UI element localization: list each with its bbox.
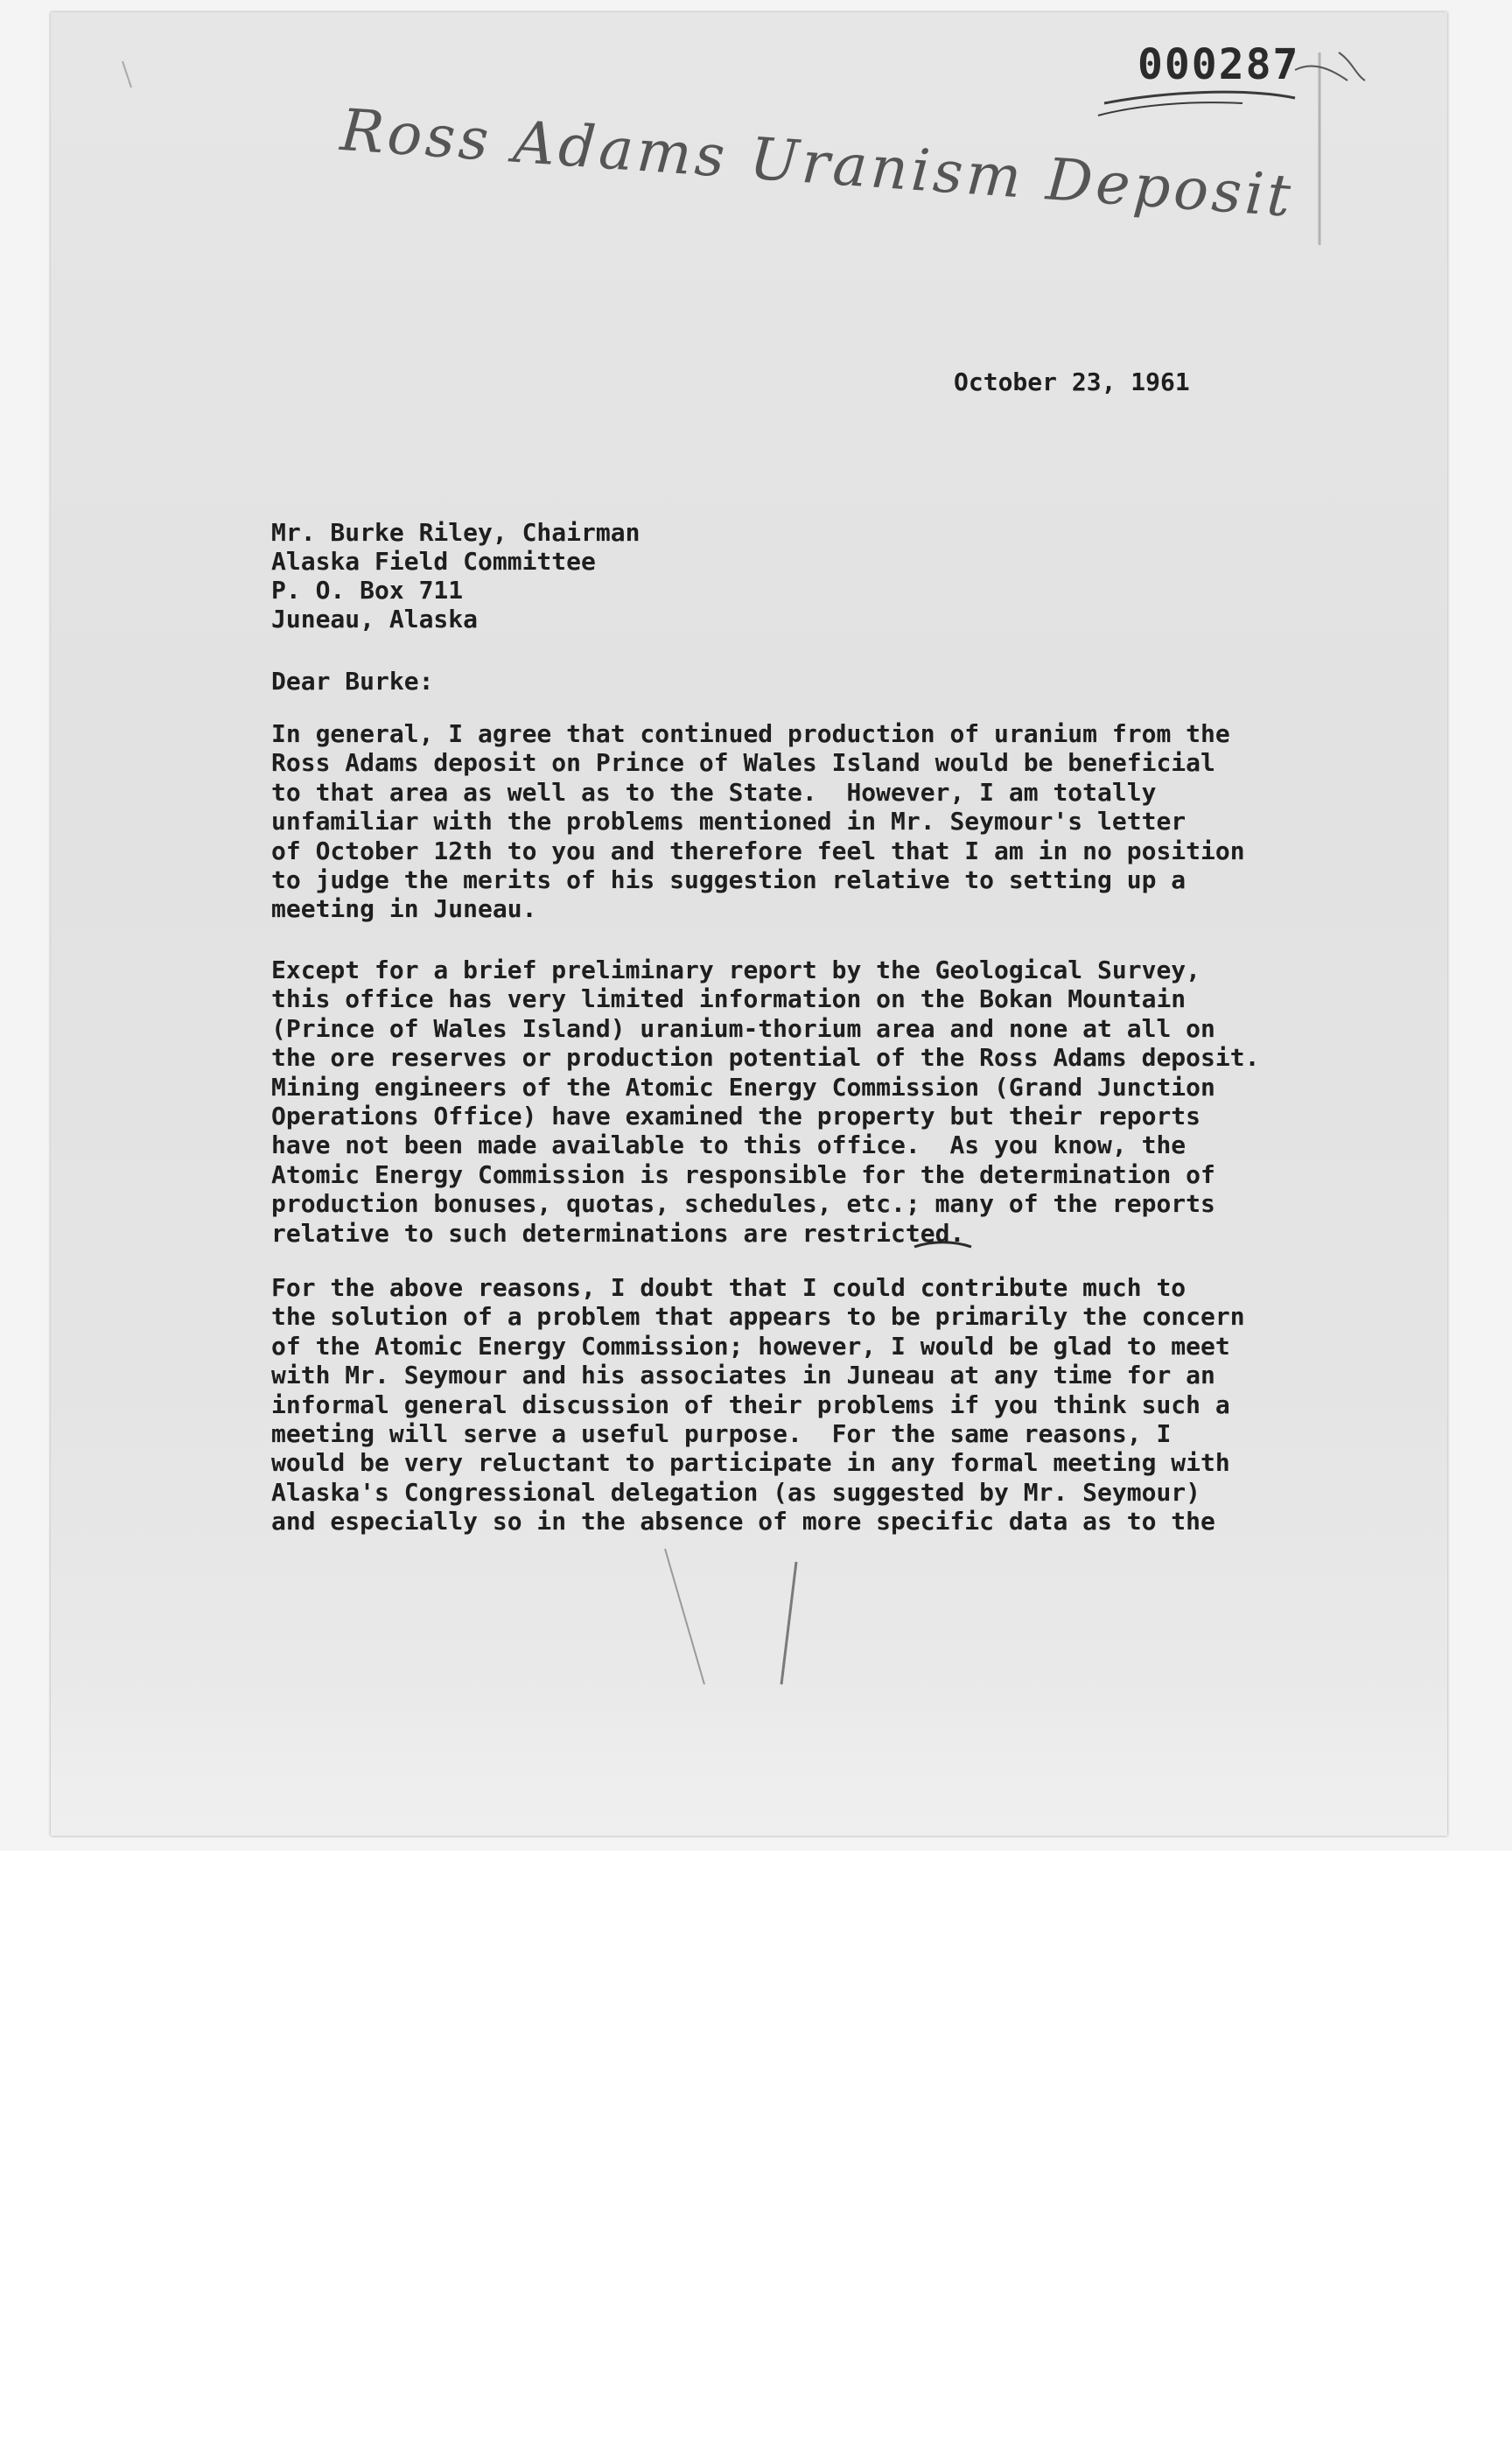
text-line: (Prince of Wales Island) uranium-thorium area and none at all on [271,1013,1215,1043]
address-line: Mr. Burke Riley, Chairman [271,518,640,547]
address-line: Alaska Field Committee [271,547,596,576]
text-line: production bonuses, quotas, schedules, etc.; many of the reports [271,1189,1215,1219]
text-line: Operations Office) have examined the property but their reports [271,1102,1201,1131]
text-line: informal general discussion of their problems if you think such a [271,1390,1230,1419]
document-number-stamp: 000287 [1138,40,1300,89]
recipient-address [271,518,640,634]
paragraph-1 [271,719,1245,924]
text-line: relative to such determinations are restricted. [271,1218,965,1248]
text-line: to judge the merits of his suggestion relative to setting up a [271,865,1186,895]
text-line: the ore reserves or production potential of the Ross Adams deposit. [271,1043,1260,1073]
text-line: with Mr. Seymour and his associates in Juneau at any time for an [271,1361,1215,1390]
text-line: this office has very limited information on the Bokan Mountain [271,984,1186,1014]
text-line: of October 12th to you and therefore feel that I am in no position [271,836,1245,865]
text-line: In general, I agree that continued production of uranium from the [271,719,1230,748]
text-line: have not been made available to this office. As you know, the [271,1130,1186,1160]
text-line: would be very reluctant to participate in any formal meeting with [271,1448,1230,1478]
paragraph-3 [271,1273,1245,1536]
text-line: the solution of a problem that appears to be primarily the concern [271,1302,1245,1332]
address-line: Juneau, Alaska [271,605,479,634]
text-line: meeting in Juneau. [271,894,537,924]
text-line: For the above reasons, I doubt that I could contribute much to [271,1273,1186,1302]
paragraph-2 [271,956,1259,1248]
text-line: unfamiliar with the problems mentioned in Mr. Seymour's letter [271,807,1186,836]
text-line: Mining engineers of the Atomic Energy Commission (Grand Junction [271,1072,1215,1102]
address-line: P. O. Box 711 [271,576,464,605]
text-line: Alaska's Congressional delegation (as suggested by Mr. Seymour) [271,1477,1201,1507]
text-line: and especially so in the absence of more specific data as to the [271,1507,1215,1536]
text-line: of the Atomic Energy Commission; however, I would be glad to meet [271,1331,1230,1361]
letter-date: October 23, 1961 [954,368,1190,396]
text-line: to that area as well as to the State. However, I am totally [271,777,1157,807]
text-line: meeting will serve a useful purpose. For the same reasons, I [271,1419,1172,1449]
text-line: Except for a brief preliminary report by the Geological Survey, [271,956,1201,984]
salutation: Dear Burke: [271,667,434,696]
handwritten-title-note: Ross Adams Uranism Deposit [338,96,1297,230]
text-line: Ross Adams deposit on Prince of Wales Island would be beneficial [271,748,1215,778]
text-line: Atomic Energy Commission is responsible for the determination of [271,1159,1215,1189]
